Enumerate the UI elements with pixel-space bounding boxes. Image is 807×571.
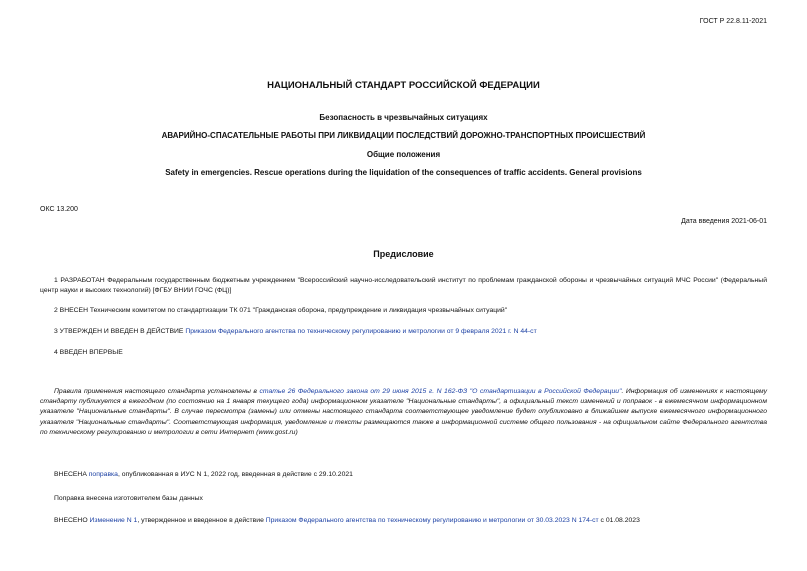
standard-general-provisions: Общие положения	[366, 150, 441, 159]
foreword-item-2: 2 ВНЕСЕН Техническим комитетом по стандартизации ТК 071 "Гражданская оборона, предупреждение и ликвидация чрезвычайных ситуаций"	[54, 307, 508, 314]
foreword-item-3	[40, 327, 767, 337]
oks-code: ОКС 13.200	[40, 206, 78, 213]
order-link-174[interactable]: Приказом Федерального агентства по техническому регулированию и метрологии от 30.03.2023 N 174-ст	[265, 517, 599, 524]
order-link-44[interactable]: Приказом Федерального агентства по техническому регулированию и метрологии от 9 февраля 2021 г. N 44-ст	[185, 328, 537, 335]
change-1-link[interactable]: Изменение N 1	[89, 517, 138, 524]
foreword-item-1: 1 РАЗРАБОТАН Федеральным государственным бюджетным учреждением "Всероссийский научно-исследовательский институт по проблемам гражданской обороны и чрезвычайных ситуаций МЧС России" (Федеральный центр науки и высоких технологий) [ФГБУ ВНИИ ГОЧС (ФЦ)]	[40, 277, 767, 294]
standard-english-title: Safety in emergencies. Rescue operations during the liquidation of the consequences of traffic accidents. General provisions	[165, 168, 642, 177]
change-note-end: с 01.08.2023	[598, 517, 640, 524]
foreword-item-4: 4 ВВЕДЕН ВПЕРВЫЕ	[54, 349, 123, 356]
amendment-note-rest: , опубликованная в ИУС N 1, 2022 год, введенная в действие с 29.10.2021	[117, 471, 353, 478]
foreword-item-3-text: 3 УТВЕРЖДЕН И ВВЕДЕН В ДЕЙСТВИЕ	[54, 328, 186, 335]
introduction-date: Дата введения 2021-06-01	[681, 218, 767, 225]
rules-text-rest: . Информация об изменениях к настоящему стандарту публикуется в ежегодном (по состоянию на 1 января текущего года) информационном указателе "Национальные стандарты", а официальный текст изменений и поправок - в ежемесячном информационном указателе "Национальные стандарты". В случае пересмотра (замены) или отмены настоящего стандарта соответствующее уведомление будет опубликовано в ближайшем выпуске ежемесячного информационного указателя "Национальные стандарты". Соответствующая информация, уведомление и тексты размещаются также в информационной системе общего пользования - на официальном сайте Федерального агентства по техническому регулированию и метрологии в сети Интернет (www.gost.ru)	[40, 388, 767, 436]
rules-paragraph	[40, 387, 767, 438]
amendment-note-start: ВНЕСЕНА	[54, 471, 89, 478]
document-code: ГОСТ Р 22.8.11-2021	[699, 18, 767, 25]
federal-law-link[interactable]: статье 26 Федерального закона от 29 июня 2015 г. N 162-ФЗ "О стандартизации в Российской Федерации"	[259, 388, 622, 395]
change-note-start: ВНЕСЕНО	[54, 517, 90, 524]
standard-subtitle: Безопасность в чрезвычайных ситуациях	[319, 113, 488, 122]
standard-title: АВАРИЙНО-СПАСАТЕЛЬНЫЕ РАБОТЫ ПРИ ЛИКВИДАЦИИ ПОСЛЕДСТВИЙ ДОРОЖНО-ТРАНСПОРТНЫХ ПРОИСШЕСТВИЙ	[161, 131, 646, 140]
rules-text-start: Правила применения настоящего стандарта установлены в	[54, 388, 260, 395]
amendment-db-note: Поправка внесена изготовителем базы данных	[54, 495, 203, 502]
change-note	[40, 516, 767, 526]
change-note-middle: , утвержденное и введенное в действие	[137, 517, 266, 524]
amendment-link[interactable]: поправка	[88, 471, 118, 478]
amendment-note	[40, 470, 767, 480]
foreword-heading: Предисловие	[373, 249, 434, 259]
standard-heading: НАЦИОНАЛЬНЫЙ СТАНДАРТ РОССИЙСКОЙ ФЕДЕРАЦИИ	[267, 80, 540, 91]
